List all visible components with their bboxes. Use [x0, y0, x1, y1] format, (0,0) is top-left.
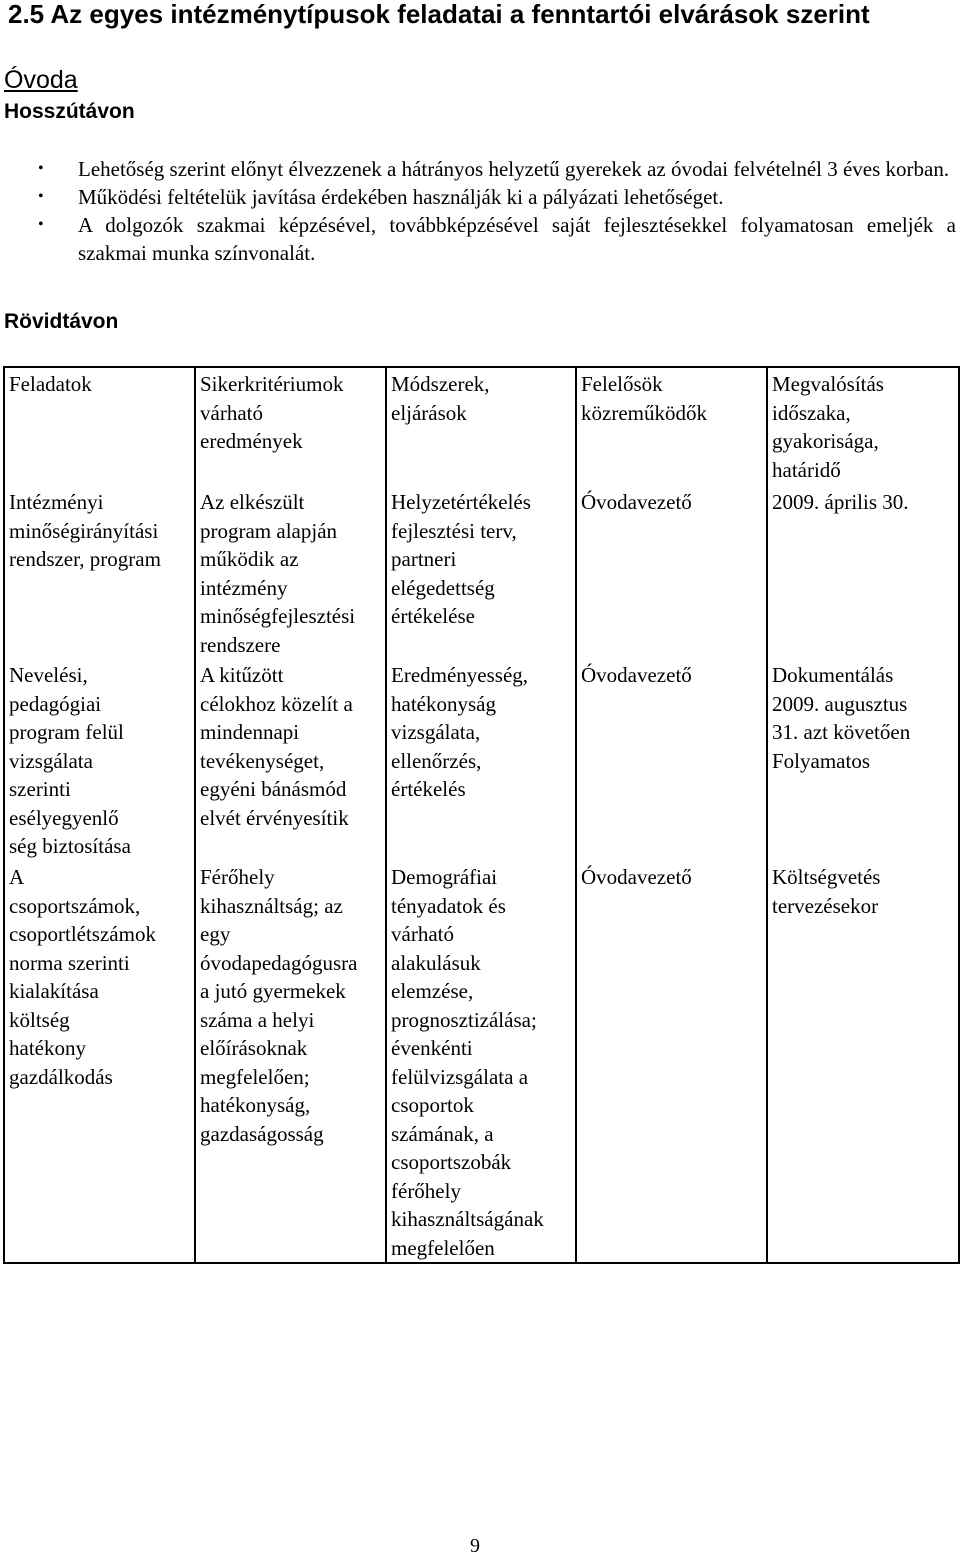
- table-cell: [4, 486, 195, 659]
- table-cell-text: A kitűzött célokhoz közelít a mindennapi tevékenységet, egyéni bánásmód elvét érvényesítik: [200, 663, 353, 830]
- table-cell-text: Demográfiai tényadatok és várható alakulásuk elemzése, prognosztizálása; évenkénti felülvizsgálata a csoportok számának, a csoportszobák férőhely kihasználtságának megfelelően: [391, 865, 544, 1260]
- page-number: 9: [470, 1535, 480, 1557]
- table-cell-text: Helyzetértékelés fejlesztési terv, partneri elégedettség értékelése: [391, 490, 531, 628]
- task-plan-table: [3, 366, 960, 1264]
- header-cell-text: Felelősök közreműködők: [581, 372, 707, 425]
- table-cell: [195, 486, 386, 659]
- long-term-list: [0, 155, 960, 267]
- table-cell: [386, 659, 576, 861]
- table-cell: [767, 486, 959, 659]
- bullet-icon: •: [38, 160, 44, 177]
- header-cell-text: Módszerek, eljárások: [391, 372, 490, 425]
- header-cell: [576, 367, 767, 486]
- table-header-row: [4, 367, 959, 486]
- table-cell: [767, 861, 959, 1263]
- list-item-text: Lehetőség szerint előnyt élvezzenek a hátrányos helyzetű gyerekek az óvodai felvételnél 3 éves korban.: [78, 157, 950, 181]
- header-cell-text: Sikerkritériumok várható eredmények: [200, 372, 344, 453]
- table-cell: [195, 861, 386, 1263]
- long-term-heading: Hosszútávon: [4, 100, 135, 123]
- table-cell-text: Dokumentálás 2009. augusztus 31. azt követően Folyamatos: [772, 663, 911, 773]
- list-item: [0, 183, 960, 211]
- table-cell: [576, 659, 767, 861]
- table-cell: [386, 486, 576, 659]
- header-cell: [4, 367, 195, 486]
- table-cell-text: Óvodavezető: [581, 865, 692, 889]
- short-term-heading: Rövidtávon: [4, 310, 119, 333]
- table-cell: [576, 861, 767, 1263]
- table-cell-text: Intézményi minőségirányítási rendszer, program: [9, 490, 161, 571]
- header-cell-text: Feladatok: [9, 372, 92, 396]
- table-cell-text: Az elkészült program alapján működik az intézmény minőségfejlesztési rendszere: [200, 490, 356, 657]
- header-cell: [195, 367, 386, 486]
- list-item-text: A dolgozók szakmai képzésével, továbbképzésével saját fejlesztésekkel folyamatosan emeljék a szakmai munka színvonalát.: [78, 213, 956, 265]
- header-cell: [767, 367, 959, 486]
- table-row: [4, 659, 959, 861]
- table-cell-text: Óvodavezető: [581, 490, 692, 514]
- table-cell: [4, 861, 195, 1263]
- table-cell: [4, 659, 195, 861]
- section-title: 2.5 Az egyes intézménytípusok feladatai a fenntartói elvárások szerint: [8, 0, 870, 29]
- list-item-text: Működési feltételük javítása érdekében használják ki a pályázati lehetőséget.: [78, 185, 724, 209]
- table-row: [4, 861, 959, 1263]
- ovoda-heading: Óvoda: [4, 66, 78, 94]
- table-cell-text: Férőhely kihasználtság; az egy óvodapedagógusra a jutó gyermekek száma a helyi előírásoknak megfelelően; hatékonyság, gazdaságosság: [200, 865, 358, 1146]
- table-cell-text: Óvodavezető: [581, 663, 692, 687]
- table-cell: [767, 659, 959, 861]
- table-cell-text: Nevelési, pedagógiai program felül vizsgálata szerinti esélyegyenlő ség biztosítása: [9, 663, 131, 858]
- list-item: [0, 155, 960, 183]
- table-cell: [576, 486, 767, 659]
- table-cell-text: Költségvetés tervezésekor: [772, 865, 881, 918]
- header-cell-text: Megvalósítás időszaka, gyakorisága, határidő: [772, 372, 884, 482]
- bullet-icon: •: [38, 188, 44, 205]
- bullet-icon: •: [38, 216, 44, 233]
- header-cell: [386, 367, 576, 486]
- table-cell: [195, 659, 386, 861]
- list-item: [0, 211, 960, 267]
- table-row: [4, 486, 959, 659]
- table-cell-text: 2009. április 30.: [772, 490, 909, 514]
- table-cell: [386, 861, 576, 1263]
- table-cell-text: A csoportszámok, csoportlétszámok norma szerinti kialakítása költség hatékony gazdálkodás: [9, 865, 156, 1089]
- table-cell-text: Eredményesség, hatékonyság vizsgálata, ellenőrzés, értékelés: [391, 663, 529, 801]
